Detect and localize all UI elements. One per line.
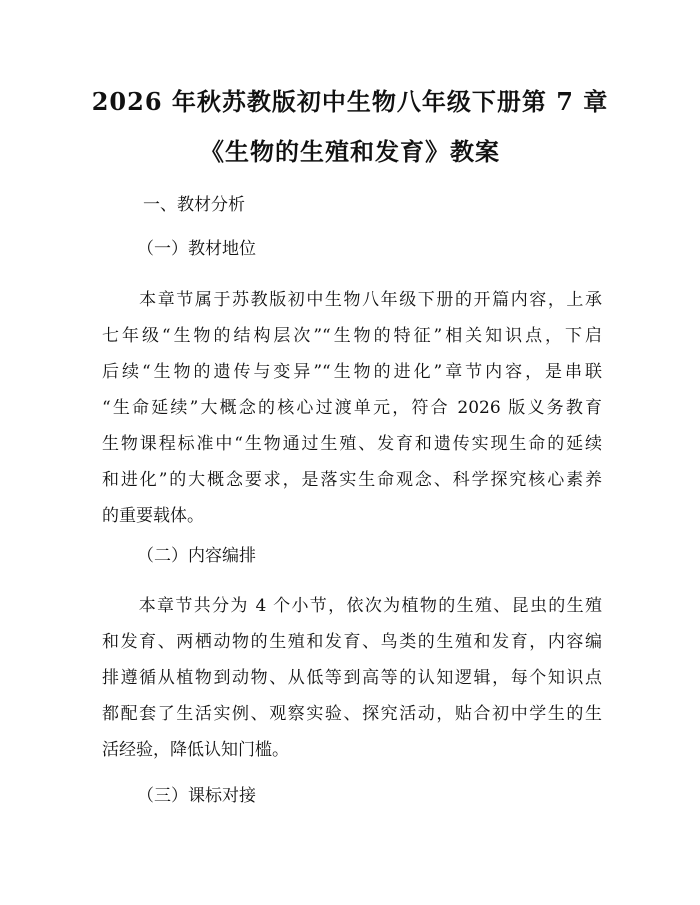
document-title-line-2: 《生物的生殖和发育》教案 [200, 137, 500, 166]
paragraph-line: 和进化”的大概念要求，是落实生命观念、科学探究核心素养 [102, 470, 602, 490]
section-heading-textbook-analysis: 一、教材分析 [143, 195, 245, 215]
paragraph-line: “生命延续”大概念的核心过渡单元，符合 2026 版义务教育 [102, 398, 602, 418]
subheading-content-arrangement: （二）内容编排 [137, 546, 256, 566]
paragraph-line: 都配套了生活实例、观察实验、探究活动，贴合初中学生的生 [102, 704, 602, 724]
paragraph-content-arrangement [102, 588, 602, 768]
paragraph-line: 后续“生物的遗传与变异”“生物的进化”章节内容，是串联 [102, 362, 602, 382]
document-title-line-1: 2026 年秋苏教版初中生物八年级下册第 7 章 [91, 87, 609, 116]
paragraph-textbook-position [102, 282, 602, 534]
paragraph-line: 七年级“生物的结构层次”“生物的特征”相关知识点，下启 [102, 326, 602, 346]
paragraph-line: 的重要载体。 [102, 506, 204, 526]
paragraph-line: 和发育、两栖动物的生殖和发育、鸟类的生殖和发育，内容编 [102, 632, 602, 652]
subheading-textbook-position: （一）教材地位 [137, 239, 256, 259]
paragraph-line: 排遵循从植物到动物、从低等到高等的认知逻辑，每个知识点 [102, 668, 602, 688]
subheading-curriculum-alignment: （三）课标对接 [137, 786, 256, 806]
paragraph-line: 活经验，降低认知门槛。 [102, 740, 289, 760]
paragraph-line: 生物课程标准中“生物通过生殖、发育和遗传实现生命的延续 [102, 434, 602, 454]
paragraph-line: 本章节共分为 4 个小节，依次为植物的生殖、昆虫的生殖 [102, 596, 602, 616]
paragraph-line: 本章节属于苏教版初中生物八年级下册的开篇内容，上承 [102, 290, 602, 310]
